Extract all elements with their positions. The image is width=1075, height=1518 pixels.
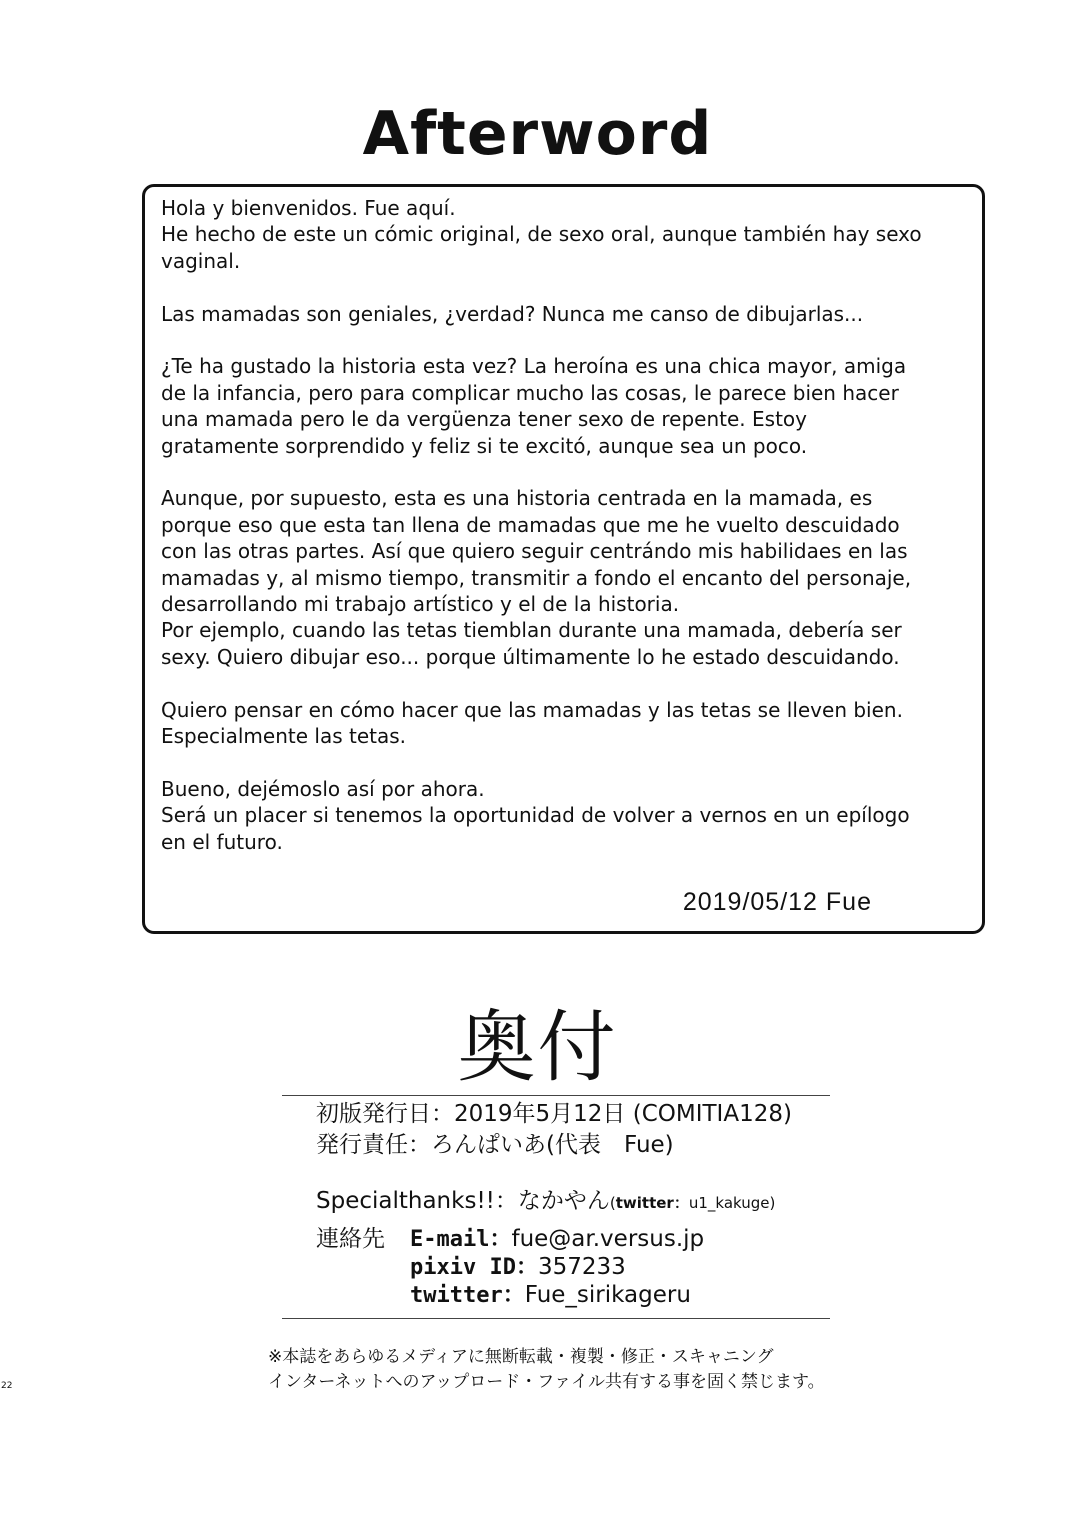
pixiv-row (410, 1253, 626, 1282)
twitter-row (410, 1281, 691, 1310)
email-label: E-mail： (410, 1227, 512, 1252)
paragraph: ¿Te ha gustado la historia esta vez? La heroína es una chica mayor, amiga de la infancia, pero para complicar mucho las cosas, le parece bien hacer una mamada pero le da vergüenza tener sexo de repente. Estoy gratamente sorprendido y feliz si te excitó, aunque sea un poco. (161, 354, 907, 458)
copyright-notice-line1: ※本誌をあらゆるメディアに無断転載・複製・修正・スキャニング (268, 1347, 774, 1367)
paragraph: Aunque, por supuesto, esta es una historia centrada en la mamada, es porque eso que esta tan llena de mamadas que me he vuelto descuidado con las otras partes. Así que quiero seguir centrándo mis habilidaes en las mamadas y, al mismo tiempo, transmitir a fondo el encanto del personaje, desarrollando mi trabajo artístico y el de la historia. Por ejemplo, cuando las tetas tiemblan durante una mamada, debería ser sexy. Quiero dibujar eso... porque últimamente lo he estado descuidando. (161, 486, 912, 669)
pixiv-value: 357233 (537, 1254, 626, 1280)
afterword-body (161, 195, 973, 881)
thanks-twitter-value: u1_kakuge) (688, 1194, 776, 1212)
special-thanks-line (316, 1187, 775, 1217)
colophon-top-rule (282, 1095, 830, 1096)
email-value[interactable]: fue@ar.versus.jp (511, 1226, 705, 1252)
contact-label: 連絡先 (316, 1226, 385, 1252)
thanks-twitter-label: twitter： (615, 1194, 689, 1212)
paragraph: Las mamadas son geniales, ¿verdad? Nunca me canso de dibujarlas... (161, 301, 864, 326)
afterword-box (142, 184, 985, 934)
page-number: 22 (1, 1381, 13, 1391)
pixiv-label: pixiv ID： (410, 1255, 538, 1280)
signature-date: 2019/05/12 Fue (682, 888, 872, 916)
copyright-notice-line2: インターネットへのアップロード・ファイル共有する事を固く禁じます。 (268, 1372, 825, 1392)
paragraph: Bueno, dejémoslo así por ahora. Será un placer si tenemos la oportunidad de volver a vernos en un epílogo en el futuro. (161, 776, 910, 854)
paragraph: Hola y bienvenidos. Fue aquí. He hecho de este un cómic original, de sexo oral, aunque también hay sexo vaginal. (161, 196, 922, 273)
colophon-heading: 奥付 (457, 1003, 618, 1093)
special-thanks-text: Specialthanks!!：なかやん (316, 1188, 610, 1214)
email-row (410, 1225, 704, 1254)
twitter-value[interactable]: Fue_sirikageru (524, 1282, 691, 1308)
publisher-line: 発行責任：ろんぱいあ(代表 Fue) (316, 1132, 674, 1158)
paragraph: Quiero pensar en cómo hacer que las mamadas y las tetas se lleven bien. Especialmente las tetas. (161, 697, 903, 749)
thanks-paren: ( (609, 1194, 616, 1212)
first-edition-line: 初版発行日：2019年5月12日 (COMITIA128) (316, 1101, 792, 1127)
colophon-bottom-rule (282, 1318, 830, 1319)
twitter-label: twitter： (410, 1283, 525, 1308)
page-title: Afterword (362, 99, 713, 169)
